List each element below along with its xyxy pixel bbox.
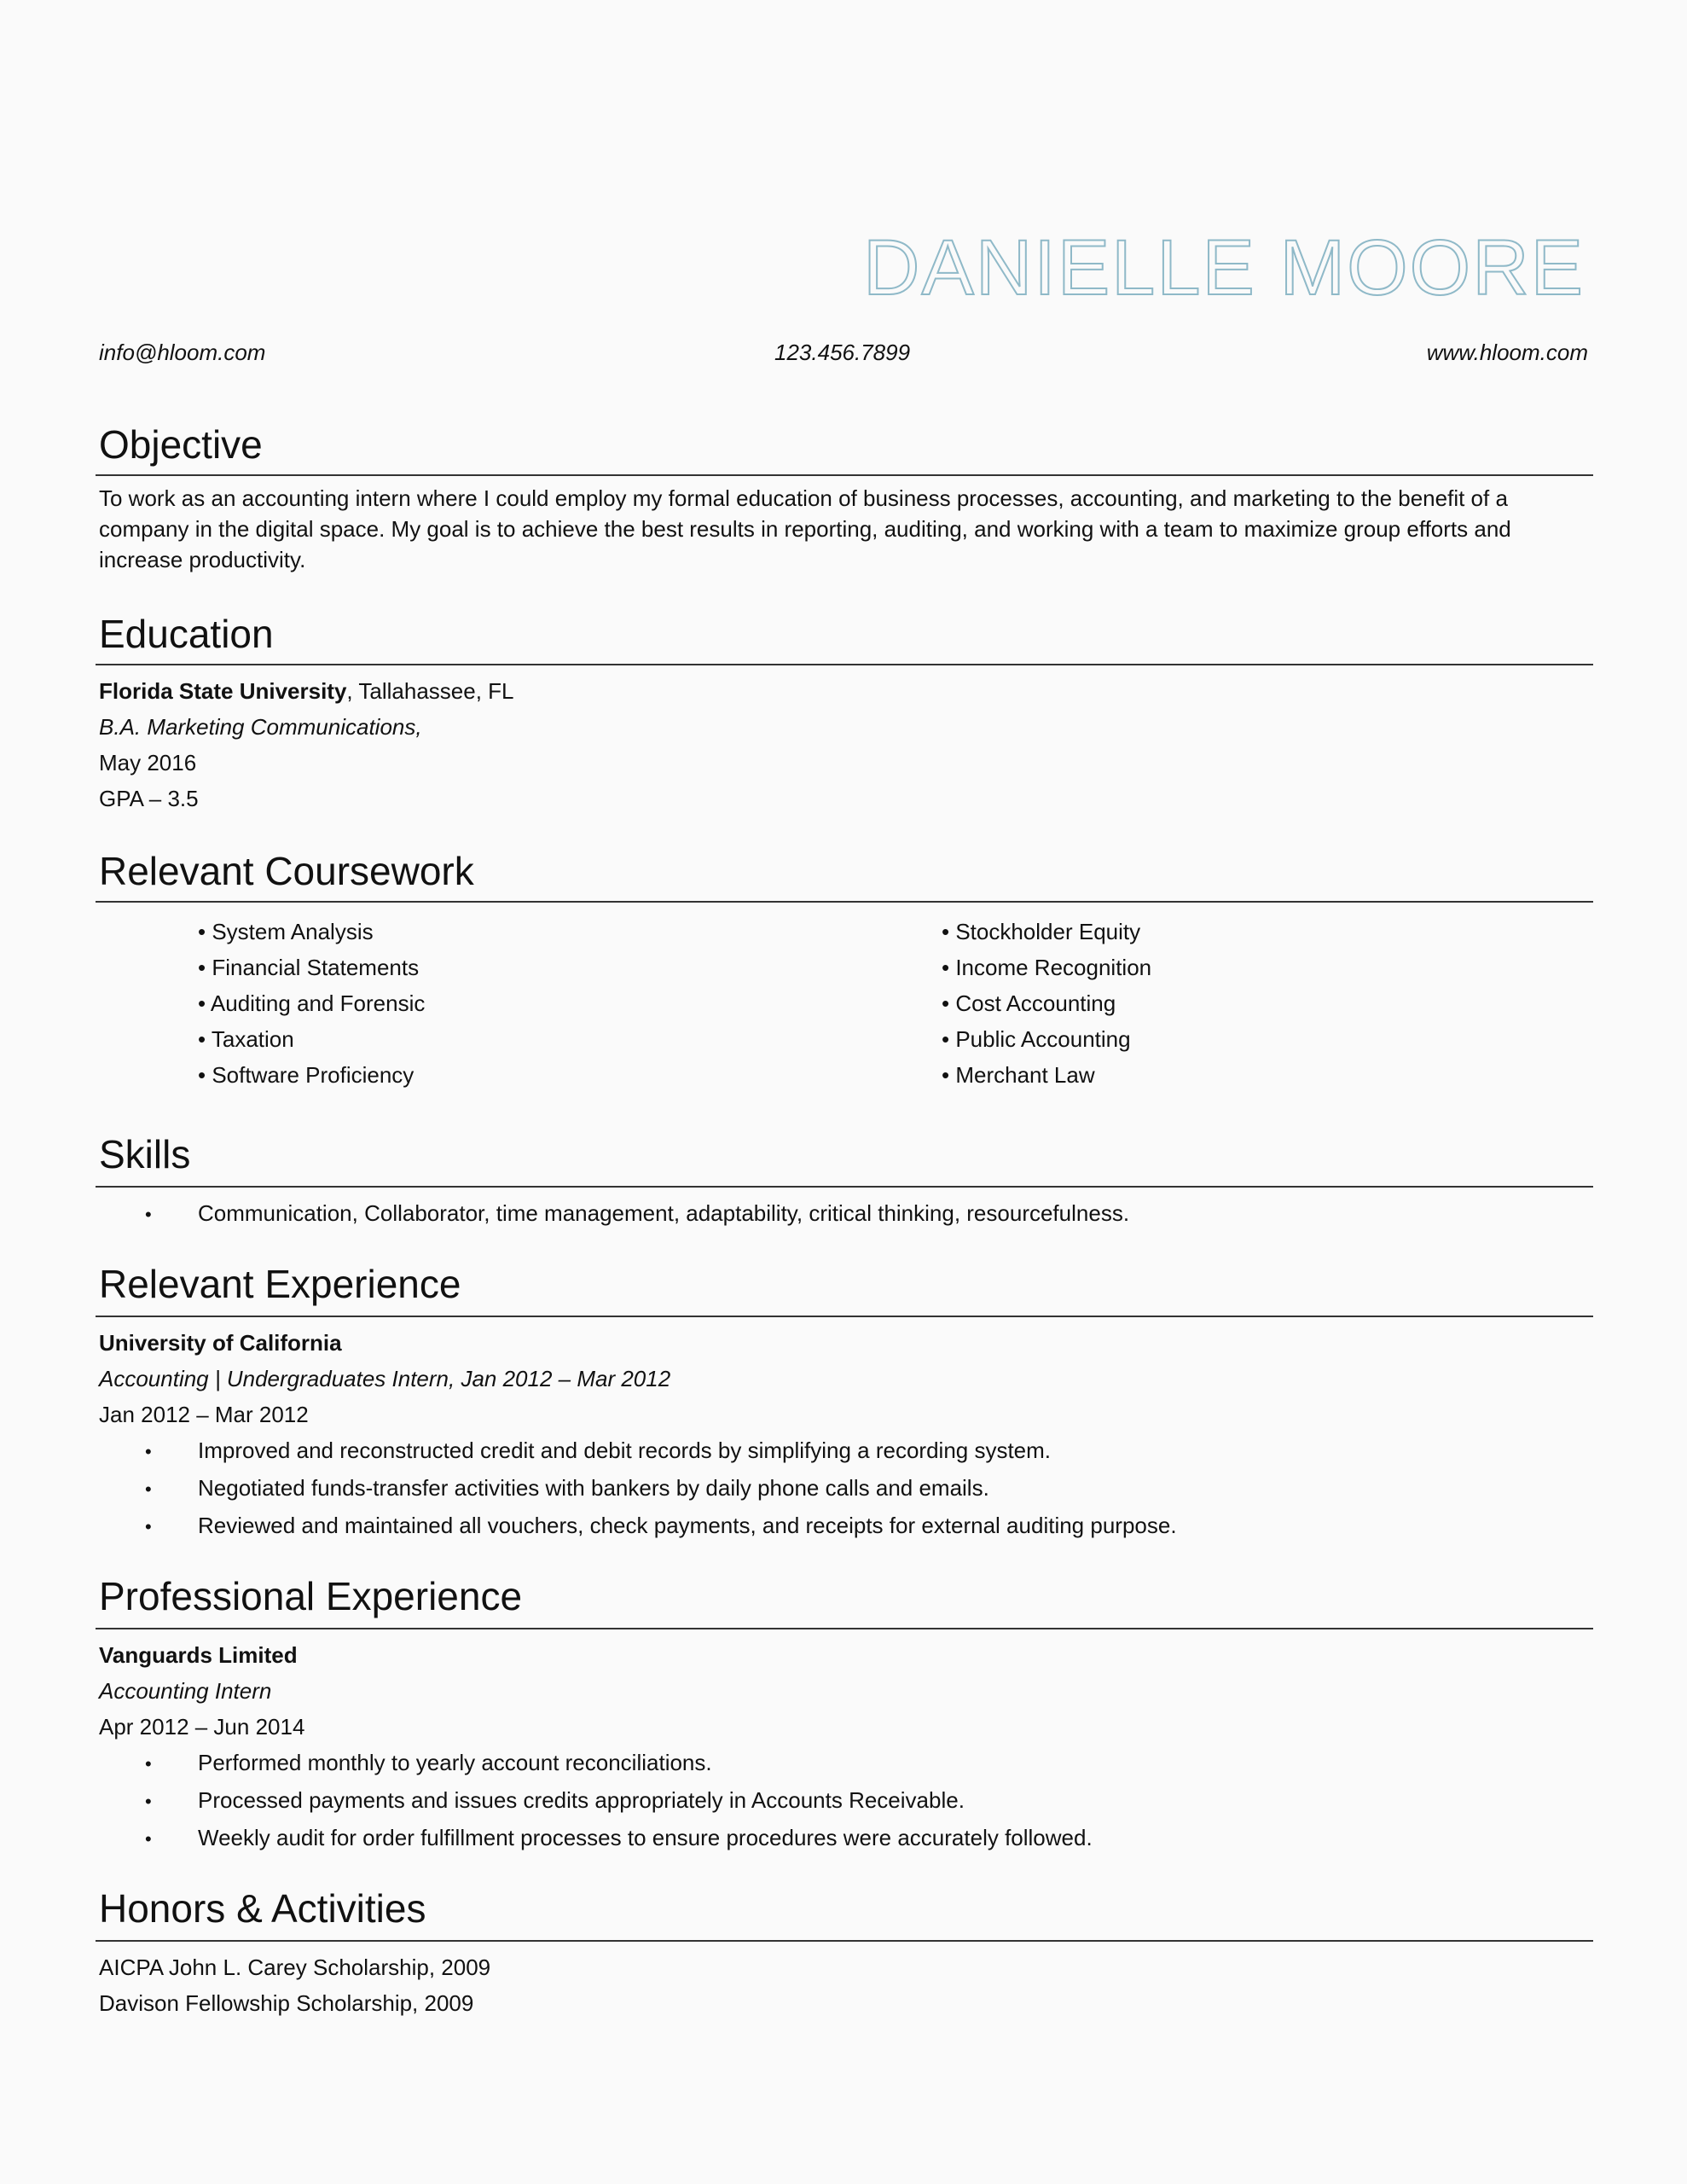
objective-heading: Objective	[99, 422, 263, 467]
relevant-experience-org: University of California	[99, 1330, 342, 1356]
professional-experience-bullet	[145, 1822, 1093, 1855]
professional-experience-bullet	[145, 1785, 965, 1817]
relevant-experience-bullet	[145, 1435, 1051, 1467]
bullet-icon: •	[145, 1441, 152, 1462]
professional-experience-heading: Professional Experience	[99, 1574, 523, 1618]
bullet-text: Negotiated funds-transfer activities with bankers by daily phone calls and emails.	[198, 1475, 989, 1501]
bullet-icon: •	[145, 1516, 152, 1537]
course-item: • Public Accounting	[942, 1026, 1131, 1052]
coursework-heading: Relevant Coursework	[99, 849, 474, 893]
bullet-text: Weekly audit for order fulfillment processes to ensure procedures were accurately followed.	[198, 1825, 1093, 1850]
relevant-experience-divider	[96, 1316, 1593, 1317]
course-item: • Auditing and Forensic	[198, 990, 426, 1016]
skills-text: Communication, Collaborator, time management, adaptability, critical thinking, resourcefulness.	[198, 1200, 1130, 1226]
education-divider	[96, 664, 1593, 665]
honors-item: AICPA John L. Carey Scholarship, 2009	[99, 1955, 491, 1980]
professional-experience-role: Accounting Intern	[99, 1678, 272, 1704]
contact-website: www.hloom.com	[1426, 340, 1588, 365]
skills-item	[145, 1198, 1129, 1230]
professional-experience-dates: Apr 2012 – Jun 2014	[99, 1714, 305, 1740]
course-item: • Financial Statements	[198, 955, 420, 980]
education-date: May 2016	[99, 750, 197, 775]
course-item: • Stockholder Equity	[942, 919, 1141, 944]
honors-item: Davison Fellowship Scholarship, 2009	[99, 1990, 474, 2016]
contact-email: info@hloom.com	[99, 340, 266, 365]
bullet-text: Performed monthly to yearly account reconciliations.	[198, 1750, 712, 1775]
skills-divider	[96, 1186, 1593, 1188]
professional-experience-bullet	[145, 1747, 712, 1780]
education-location: , Tallahassee, FL	[346, 678, 514, 704]
candidate-name: DANIELLE MOORE	[863, 224, 1585, 311]
professional-experience-org: Vanguards Limited	[99, 1642, 298, 1668]
education-school-line	[99, 676, 514, 706]
bullet-icon: •	[145, 1791, 152, 1812]
course-item: • Cost Accounting	[942, 990, 1116, 1016]
education-gpa: GPA – 3.5	[99, 786, 199, 811]
bullet-text: Processed payments and issues credits appropriately in Accounts Receivable.	[198, 1787, 965, 1813]
honors-divider	[96, 1940, 1593, 1942]
relevant-experience-bullet	[145, 1510, 1177, 1542]
skills-heading: Skills	[99, 1132, 191, 1176]
relevant-experience-dates: Jan 2012 – Mar 2012	[99, 1402, 309, 1427]
objective-text: To work as an accounting intern where I could employ my formal education of business processes, accounting, and marketing to the benefit of a company in the digital space. My goal is to achieve the best results in reporting, auditing, and working with a team to maximize group efforts and increase productivity.	[99, 485, 1511, 572]
bullet-icon: •	[145, 1478, 152, 1500]
relevant-experience-bullet	[145, 1472, 989, 1505]
course-item: • Merchant Law	[942, 1062, 1095, 1088]
education-degree: B.A. Marketing Communications,	[99, 714, 422, 740]
relevant-experience-heading: Relevant Experience	[99, 1262, 461, 1306]
course-item: • Software Proficiency	[198, 1062, 415, 1088]
education-school: Florida State University	[99, 678, 347, 704]
coursework-divider	[96, 901, 1593, 903]
bullet-icon: •	[145, 1753, 152, 1774]
bullet-text: Improved and reconstructed credit and debit records by simplifying a recording system.	[198, 1438, 1052, 1463]
objective-divider	[96, 474, 1593, 476]
bullet-icon: •	[145, 1828, 152, 1850]
course-item: • System Analysis	[198, 919, 374, 944]
course-item: • Taxation	[198, 1026, 294, 1052]
relevant-experience-role: Accounting | Undergraduates Intern, Jan 2012 – Mar 2012	[99, 1366, 671, 1391]
bullet-icon: •	[145, 1204, 152, 1225]
bullet-text: Reviewed and maintained all vouchers, check payments, and receipts for external auditing purpose.	[198, 1513, 1177, 1538]
honors-heading: Honors & Activities	[99, 1886, 426, 1931]
contact-phone: 123.456.7899	[774, 340, 911, 365]
course-item: • Income Recognition	[942, 955, 1152, 980]
education-heading: Education	[99, 612, 274, 656]
professional-experience-divider	[96, 1628, 1593, 1629]
